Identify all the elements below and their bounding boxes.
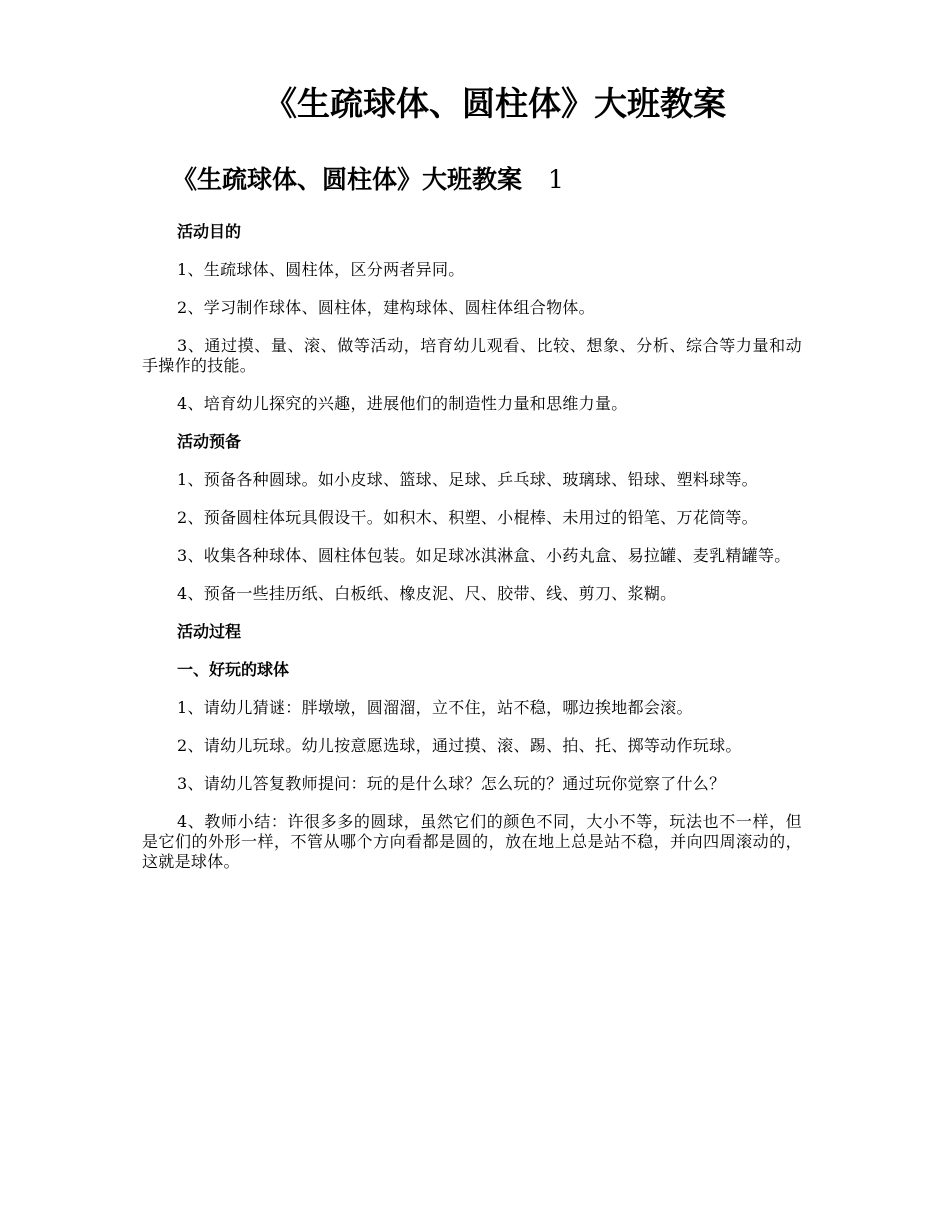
section-number: 1	[548, 165, 564, 194]
preparation-item: 4、预备一些挂历纸、白板纸、橡皮泥、尺、胶带、线、剪刀、浆糊。	[177, 584, 677, 603]
process-item: 4、教师小结：许很多多的圆球，虽然它们的颜色不同，大小不等，玩法也不一样，但是它们的外形一样，不管从哪个方向看都是圆的，放在地上总是站不稳，并向四周滚动的，这就是球体。	[142, 812, 802, 871]
preparation-item: 2、预备圆柱体玩具假设干。如积木、积塑、小棍棒、未用过的铅笔、万花筒等。	[177, 508, 758, 527]
goals-heading: 活动目的	[177, 222, 242, 241]
goal-item: 3、通过摸、量、滚、做等活动，培育幼儿观看、比较、想象、分析、综合等力量和动手操作的技能。	[142, 336, 802, 375]
section-title-text: 《生疏球体、圆柱体》大班教案	[172, 165, 523, 194]
section-title	[172, 163, 564, 197]
goal-item: 1、生疏球体、圆柱体，区分两者异同。	[177, 260, 465, 279]
goal-item: 4、培育幼儿探究的兴趣，进展他们的制造性力量和思维力量。	[177, 394, 628, 413]
document-title: 《生疏球体、圆柱体》大班教案	[264, 84, 726, 123]
process-item: 2、请幼儿玩球。幼儿按意愿选球，通过摸、滚、踢、拍、托、掷等动作玩球。	[177, 736, 742, 755]
process-item: 3、请幼儿答复教师提问：玩的是什么球？怎么玩的？通过玩你觉察了什么？	[177, 774, 726, 793]
process-heading: 活动过程	[177, 622, 242, 641]
process-item: 1、请幼儿猜谜：胖墩墩，圆溜溜，立不住，站不稳，哪边挨地都会滚。	[177, 698, 693, 717]
preparation-item: 1、预备各种圆球。如小皮球、篮球、足球、乒乓球、玻璃球、铅球、塑料球等。	[177, 470, 758, 489]
document-body	[142, 222, 802, 890]
preparation-item: 3、收集各种球体、圆柱体包装。如足球冰淇淋盒、小药丸盒、易拉罐、麦乳精罐等。	[177, 546, 791, 565]
process-subheading: 一、好玩的球体	[177, 660, 290, 679]
goal-item: 2、学习制作球体、圆柱体，建构球体、圆柱体组合物体。	[177, 298, 595, 317]
preparation-heading: 活动预备	[177, 432, 242, 451]
